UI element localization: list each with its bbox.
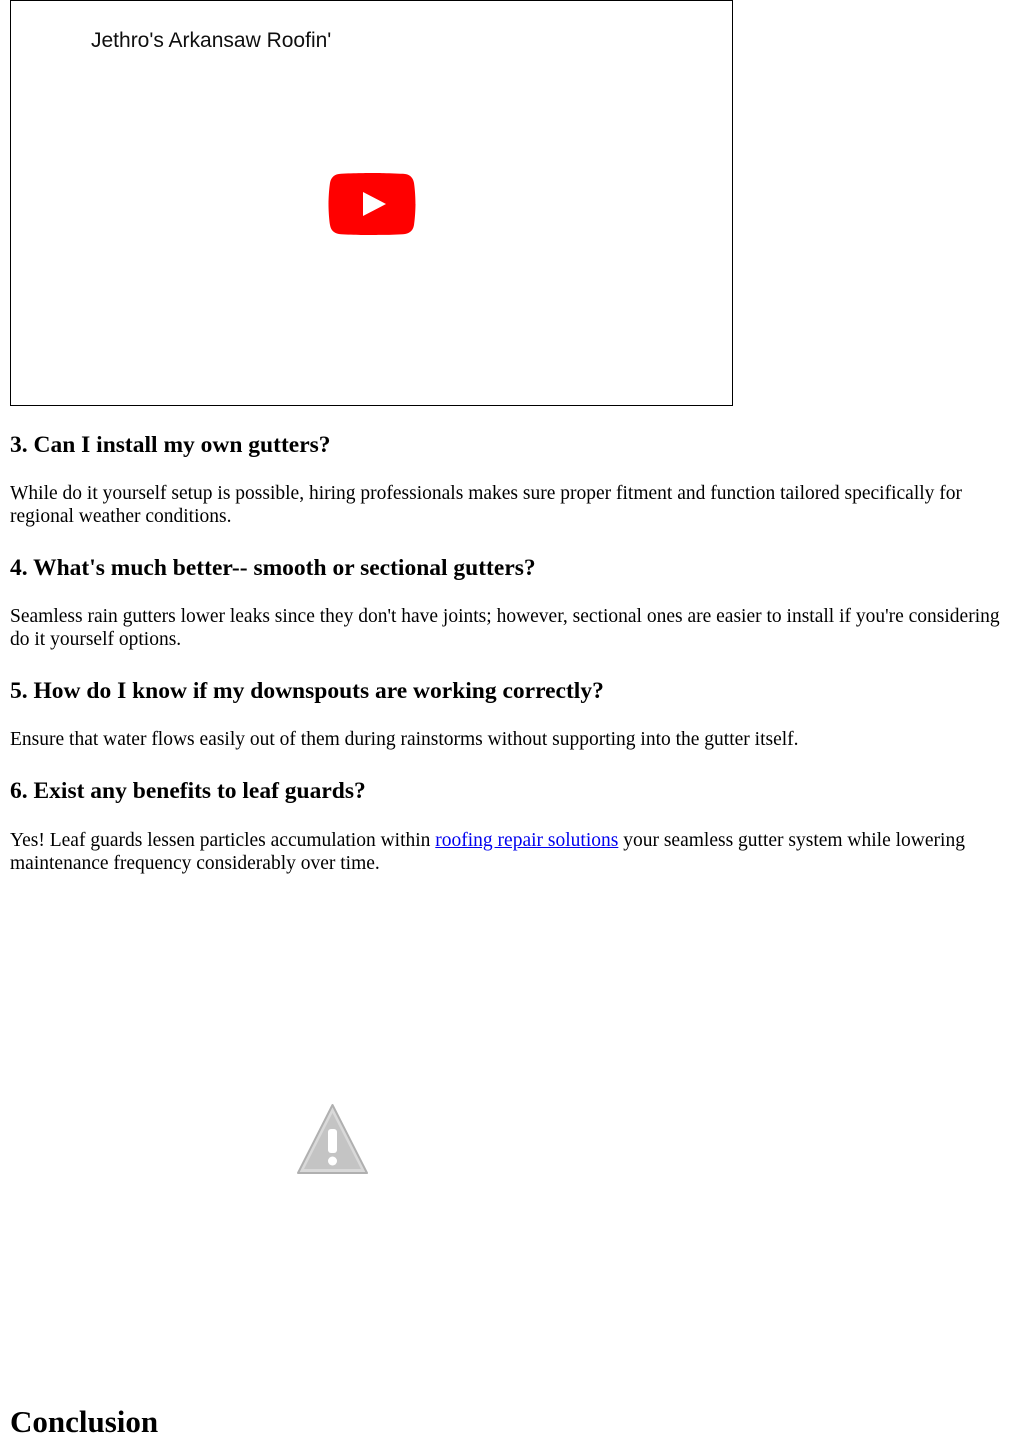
faq-question: 5. How do I know if my downspouts are working correctly? (10, 678, 604, 704)
broken-image-warning-icon (296, 1103, 369, 1175)
answer-text: Yes! Leaf guards lessen particles accumulation within (10, 830, 436, 851)
faq-answer: Ensure that water flows easily out of them during rainstorms without supporting into the gutter itself. (10, 729, 799, 750)
faq-answer (10, 829, 1005, 875)
roofing-repair-link[interactable]: roofing repair solutions (435, 830, 619, 851)
faq-answer: While do it yourself setup is possible, hiring professionals makes sure proper fitment and function tailored specifically for regional weather conditions. (10, 483, 963, 527)
youtube-play-icon[interactable] (328, 173, 416, 235)
embedded-video[interactable] (10, 0, 733, 406)
answer-text: your seamless gutter system while lowering maintenance frequency considerably over time. (10, 830, 965, 874)
faq-answer: Seamless rain gutters lower leaks since they don't have joints; however, sectional ones are easier to install if you're considering do it yourself options. (10, 606, 1000, 650)
video-title[interactable]: Jethro's Arkansaw Roofin' (91, 29, 332, 52)
conclusion-heading: Conclusion (10, 1404, 159, 1439)
faq-question: 6. Exist any benefits to leaf guards? (10, 778, 366, 804)
faq-question: 4. What's much better-- smooth or sectional gutters? (10, 555, 536, 581)
faq-question: 3. Can I install my own gutters? (10, 432, 331, 458)
